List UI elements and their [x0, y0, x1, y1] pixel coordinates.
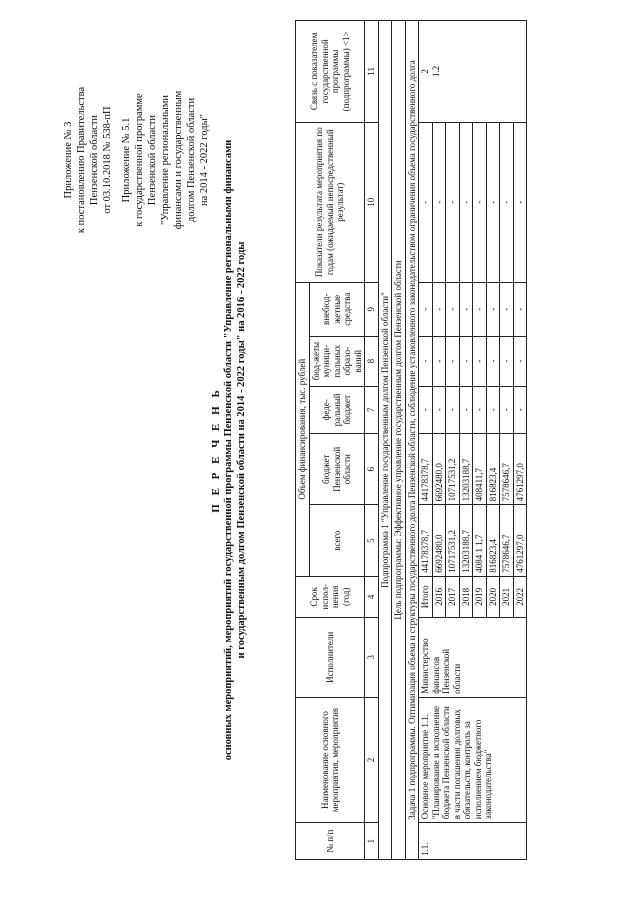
total-cell: 7578646,7 — [500, 505, 514, 576]
total-cell: 6692480,0 — [432, 505, 446, 576]
title-heading: П Е Р Е Ч Е Н Ь — [210, 387, 222, 513]
extra-cell: - — [513, 282, 527, 336]
measure-name: Основное мероприятие 1.1. "Планирование и исполнение бюджета Пензенской области в части погашения долговых обязательств, контроль за исполнением бюджетного законодательства" — [419, 697, 527, 822]
header-municipal: бюд-жеты муници-пальных образо-ваний — [309, 336, 365, 386]
subprogram-row — [378, 21, 392, 860]
municipal-cell: - — [513, 336, 527, 386]
column-number: 7 — [365, 386, 379, 434]
result-cell: - — [446, 122, 460, 282]
attachment-block-1 — [62, 55, 114, 265]
year-cell: 2021 — [500, 576, 514, 617]
municipal-cell: - — [473, 336, 487, 386]
attachment-line: "Управление региональными — [160, 95, 171, 225]
total-cell: 13203188,7 — [459, 505, 473, 576]
total-cell: 4761297,0 — [513, 505, 527, 576]
measure-number: 1.1. — [419, 823, 527, 860]
attachment-line: Пензенской области — [147, 114, 158, 206]
federal-cell: - — [486, 386, 500, 434]
result-cell: - — [419, 122, 433, 282]
extra-cell: - — [419, 282, 433, 336]
attachment-block-2 — [120, 55, 211, 265]
federal-cell: - — [473, 386, 487, 434]
year-cell: 2016 — [432, 576, 446, 617]
measure-executor: Министерство финансов Пензенской области — [419, 617, 527, 697]
year-cell: 2020 — [486, 576, 500, 617]
regional-cell: 7578646,7 — [500, 434, 514, 505]
regional-cell: 44178378,7 — [419, 434, 433, 505]
header-executor: Исполнители — [296, 617, 365, 697]
attachment-line: Приложение № 5.1 — [121, 117, 132, 203]
title-line: и государственным долгом Пензенской области на 2014 - 2022 годы" на 2016 - 2022 годы — [236, 241, 247, 659]
result-cell: - — [513, 122, 527, 282]
regional-cell: 6692480,0 — [432, 434, 446, 505]
measures-table — [295, 20, 527, 860]
header-name: Наименование основного мероприятия, мероприятия — [296, 697, 365, 822]
link-cell — [419, 21, 527, 123]
municipal-cell: - — [432, 336, 446, 386]
header-term: Срок испол-нения (год) — [296, 576, 365, 617]
column-number: 4 — [365, 576, 379, 617]
goal-row — [392, 21, 406, 860]
column-number: 10 — [365, 122, 379, 282]
municipal-cell: - — [446, 336, 460, 386]
header-extra: внебюд-жетные средства — [309, 282, 365, 336]
result-cell: - — [486, 122, 500, 282]
year-cell: 2017 — [446, 576, 460, 617]
column-number: 11 — [365, 21, 379, 123]
attachment-line: от 03.10.2018 № 538-пП — [102, 106, 113, 214]
year-rows — [419, 21, 527, 860]
result-cell: - — [432, 122, 446, 282]
column-number: 2 — [365, 697, 379, 822]
header-num: № п/п — [296, 823, 365, 860]
header-funding: Объем финансирования, тыс. рублей — [296, 282, 310, 576]
result-cell: - — [473, 122, 487, 282]
attachment-line: на 2014 - 2022 годы" — [199, 114, 210, 206]
table-row — [419, 21, 433, 860]
document-title — [210, 35, 248, 865]
regional-cell: 10717531,2 — [446, 434, 460, 505]
header-total: всего — [309, 505, 365, 576]
column-number: 1 — [365, 823, 379, 860]
header-regional: бюджет Пензенской области — [309, 434, 365, 505]
column-number: 5 — [365, 505, 379, 576]
subprogram-title: Подпрограмма 1 "Управление государственным долгом Пензенской области" — [378, 21, 392, 860]
header-indicators: Показатели результата мероприятия по годам (ожидаемый непосредственный результат) — [296, 122, 365, 282]
subprogram-goal: Цель подпрограммы: Эффективное управление государственным долгом Пензенской области — [392, 21, 406, 860]
year-cell: 2018 — [459, 576, 473, 617]
link-value: 2 — [420, 69, 430, 74]
total-cell: 816823,4 — [486, 505, 500, 576]
result-cell: - — [459, 122, 473, 282]
regional-cell: 13203188,7 — [459, 434, 473, 505]
extra-cell: - — [473, 282, 487, 336]
attachment-line: финансами и государственным — [173, 90, 184, 230]
federal-cell: - — [419, 386, 433, 434]
task-row — [405, 21, 419, 860]
municipal-cell: - — [459, 336, 473, 386]
attachment-line: Приложение № 3 — [63, 121, 74, 199]
link-value: 1.2 — [430, 65, 441, 77]
municipal-cell: - — [486, 336, 500, 386]
attachment-line: к государственной программе — [134, 93, 145, 227]
column-number: 6 — [365, 434, 379, 505]
column-number: 8 — [365, 336, 379, 386]
column-number: 9 — [365, 282, 379, 336]
federal-cell: - — [446, 386, 460, 434]
result-cell: - — [500, 122, 514, 282]
year-cell: 2022 — [513, 576, 527, 617]
federal-cell: - — [500, 386, 514, 434]
extra-cell: - — [432, 282, 446, 336]
municipal-cell: - — [500, 336, 514, 386]
header-federal: феде-ральный бюджет — [309, 386, 365, 434]
year-cell: Итого — [419, 576, 433, 617]
extra-cell: - — [446, 282, 460, 336]
total-cell: 44178378,7 — [419, 505, 433, 576]
title-line: основных мероприятий, мероприятий государственной программы Пензенской области "Управление региональными финансами — [223, 139, 234, 761]
attachment-line: Пензенской области — [89, 114, 100, 206]
extra-cell: - — [459, 282, 473, 336]
column-number: 3 — [365, 617, 379, 697]
extra-cell: - — [486, 282, 500, 336]
header-row — [296, 21, 310, 860]
column-number-row — [365, 21, 379, 860]
regional-cell: 4761297,0 — [513, 434, 527, 505]
federal-cell: - — [513, 386, 527, 434]
year-cell: 2019 — [473, 576, 487, 617]
municipal-cell: - — [419, 336, 433, 386]
federal-cell: - — [432, 386, 446, 434]
header-link: Связь с показателем государственной программы (подпрограммы) <1> — [296, 21, 365, 123]
attachment-line: долгом Пензенской области — [186, 97, 197, 223]
extra-cell: - — [500, 282, 514, 336]
attachment-line: к постановлению Правительства — [76, 86, 87, 234]
federal-cell: - — [459, 386, 473, 434]
regional-cell: 816823,4 — [486, 434, 500, 505]
total-cell: 10717531,2 — [446, 505, 460, 576]
subprogram-task: Задача 1 подпрограммы. Оптимизация объема и структуры государственного долга Пензенской области, соблюдение установленного законодательством ограничения объема государственного долга — [405, 21, 419, 860]
regional-cell: 408411,7 — [473, 434, 487, 505]
total-cell: 4084 1 1,7 — [473, 505, 487, 576]
